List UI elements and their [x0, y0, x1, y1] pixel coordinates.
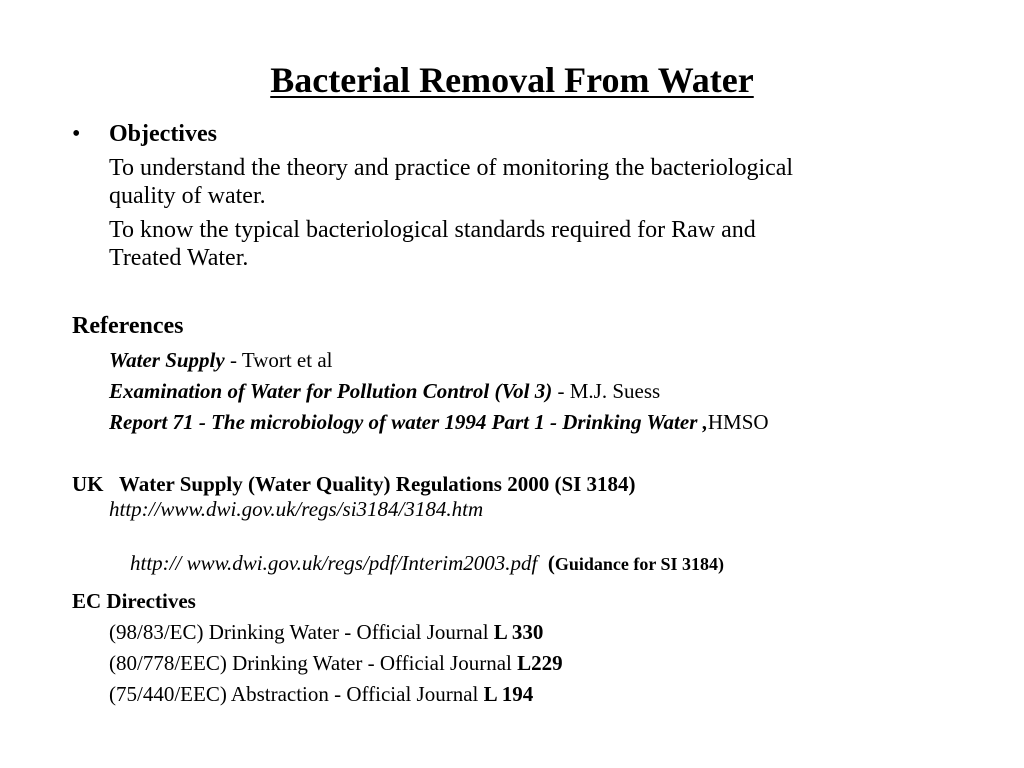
guidance-open-paren: ( — [537, 551, 555, 576]
uk-regulations-heading: UK Water Supply (Water Quality) Regulations 2000 (SI 3184) — [72, 472, 636, 496]
reference-title: Water Supply — [109, 348, 225, 372]
objective-1-line-2: quality of water. — [109, 183, 266, 209]
ec-directives-heading: EC Directives — [72, 589, 196, 613]
guidance-line — [109, 527, 724, 599]
ec-directive-text: (75/440/EEC) Abstraction - Official Journal — [109, 682, 484, 706]
ec-directive-item — [109, 651, 563, 675]
reference-title: Examination of Water for Pollution Control (Vol 3) — [109, 379, 553, 403]
ec-directive-item — [109, 682, 533, 706]
reference-author: - M.J. Suess — [552, 379, 661, 403]
reference-author: - Twort et al — [224, 348, 333, 372]
ec-directive-ref: L229 — [517, 651, 563, 675]
references-heading: References — [72, 313, 184, 339]
guidance-link[interactable]: http:// www.dwi.gov.uk/regs/pdf/Interim2003.pdf — [130, 551, 538, 576]
reference-item — [109, 348, 333, 372]
ec-directive-ref: L 330 — [493, 620, 544, 644]
ec-directive-item — [109, 620, 543, 644]
ec-directive-text: (80/778/EEC) Drinking Water - Official Journal — [109, 651, 518, 675]
reference-author: HMSO — [707, 410, 769, 434]
slide-title: Bacterial Removal From Water — [270, 60, 754, 100]
reference-item — [109, 410, 769, 434]
objective-2-line-2: Treated Water. — [109, 245, 249, 271]
guidance-close-paren: ) — [718, 554, 725, 575]
objectives-heading: Objectives — [109, 121, 217, 147]
objective-1-line-1: To understand the theory and practice of monitoring the bacteriological — [109, 155, 794, 181]
bullet-icon: • — [72, 121, 81, 147]
ec-directive-ref: L 194 — [483, 682, 534, 706]
reference-title: Report 71 - The microbiology of water 1994 Part 1 - Drinking Water , — [109, 410, 708, 434]
ec-directive-text: (98/83/EC) Drinking Water - Official Journal — [109, 620, 494, 644]
objective-2-line-1: To know the typical bacteriological standards required for Raw and — [109, 217, 756, 243]
reference-item — [109, 379, 660, 403]
uk-regulations-link[interactable]: http://www.dwi.gov.uk/regs/si3184/3184.htm — [109, 497, 484, 521]
guidance-label: Guidance for SI 3184 — [554, 554, 719, 575]
